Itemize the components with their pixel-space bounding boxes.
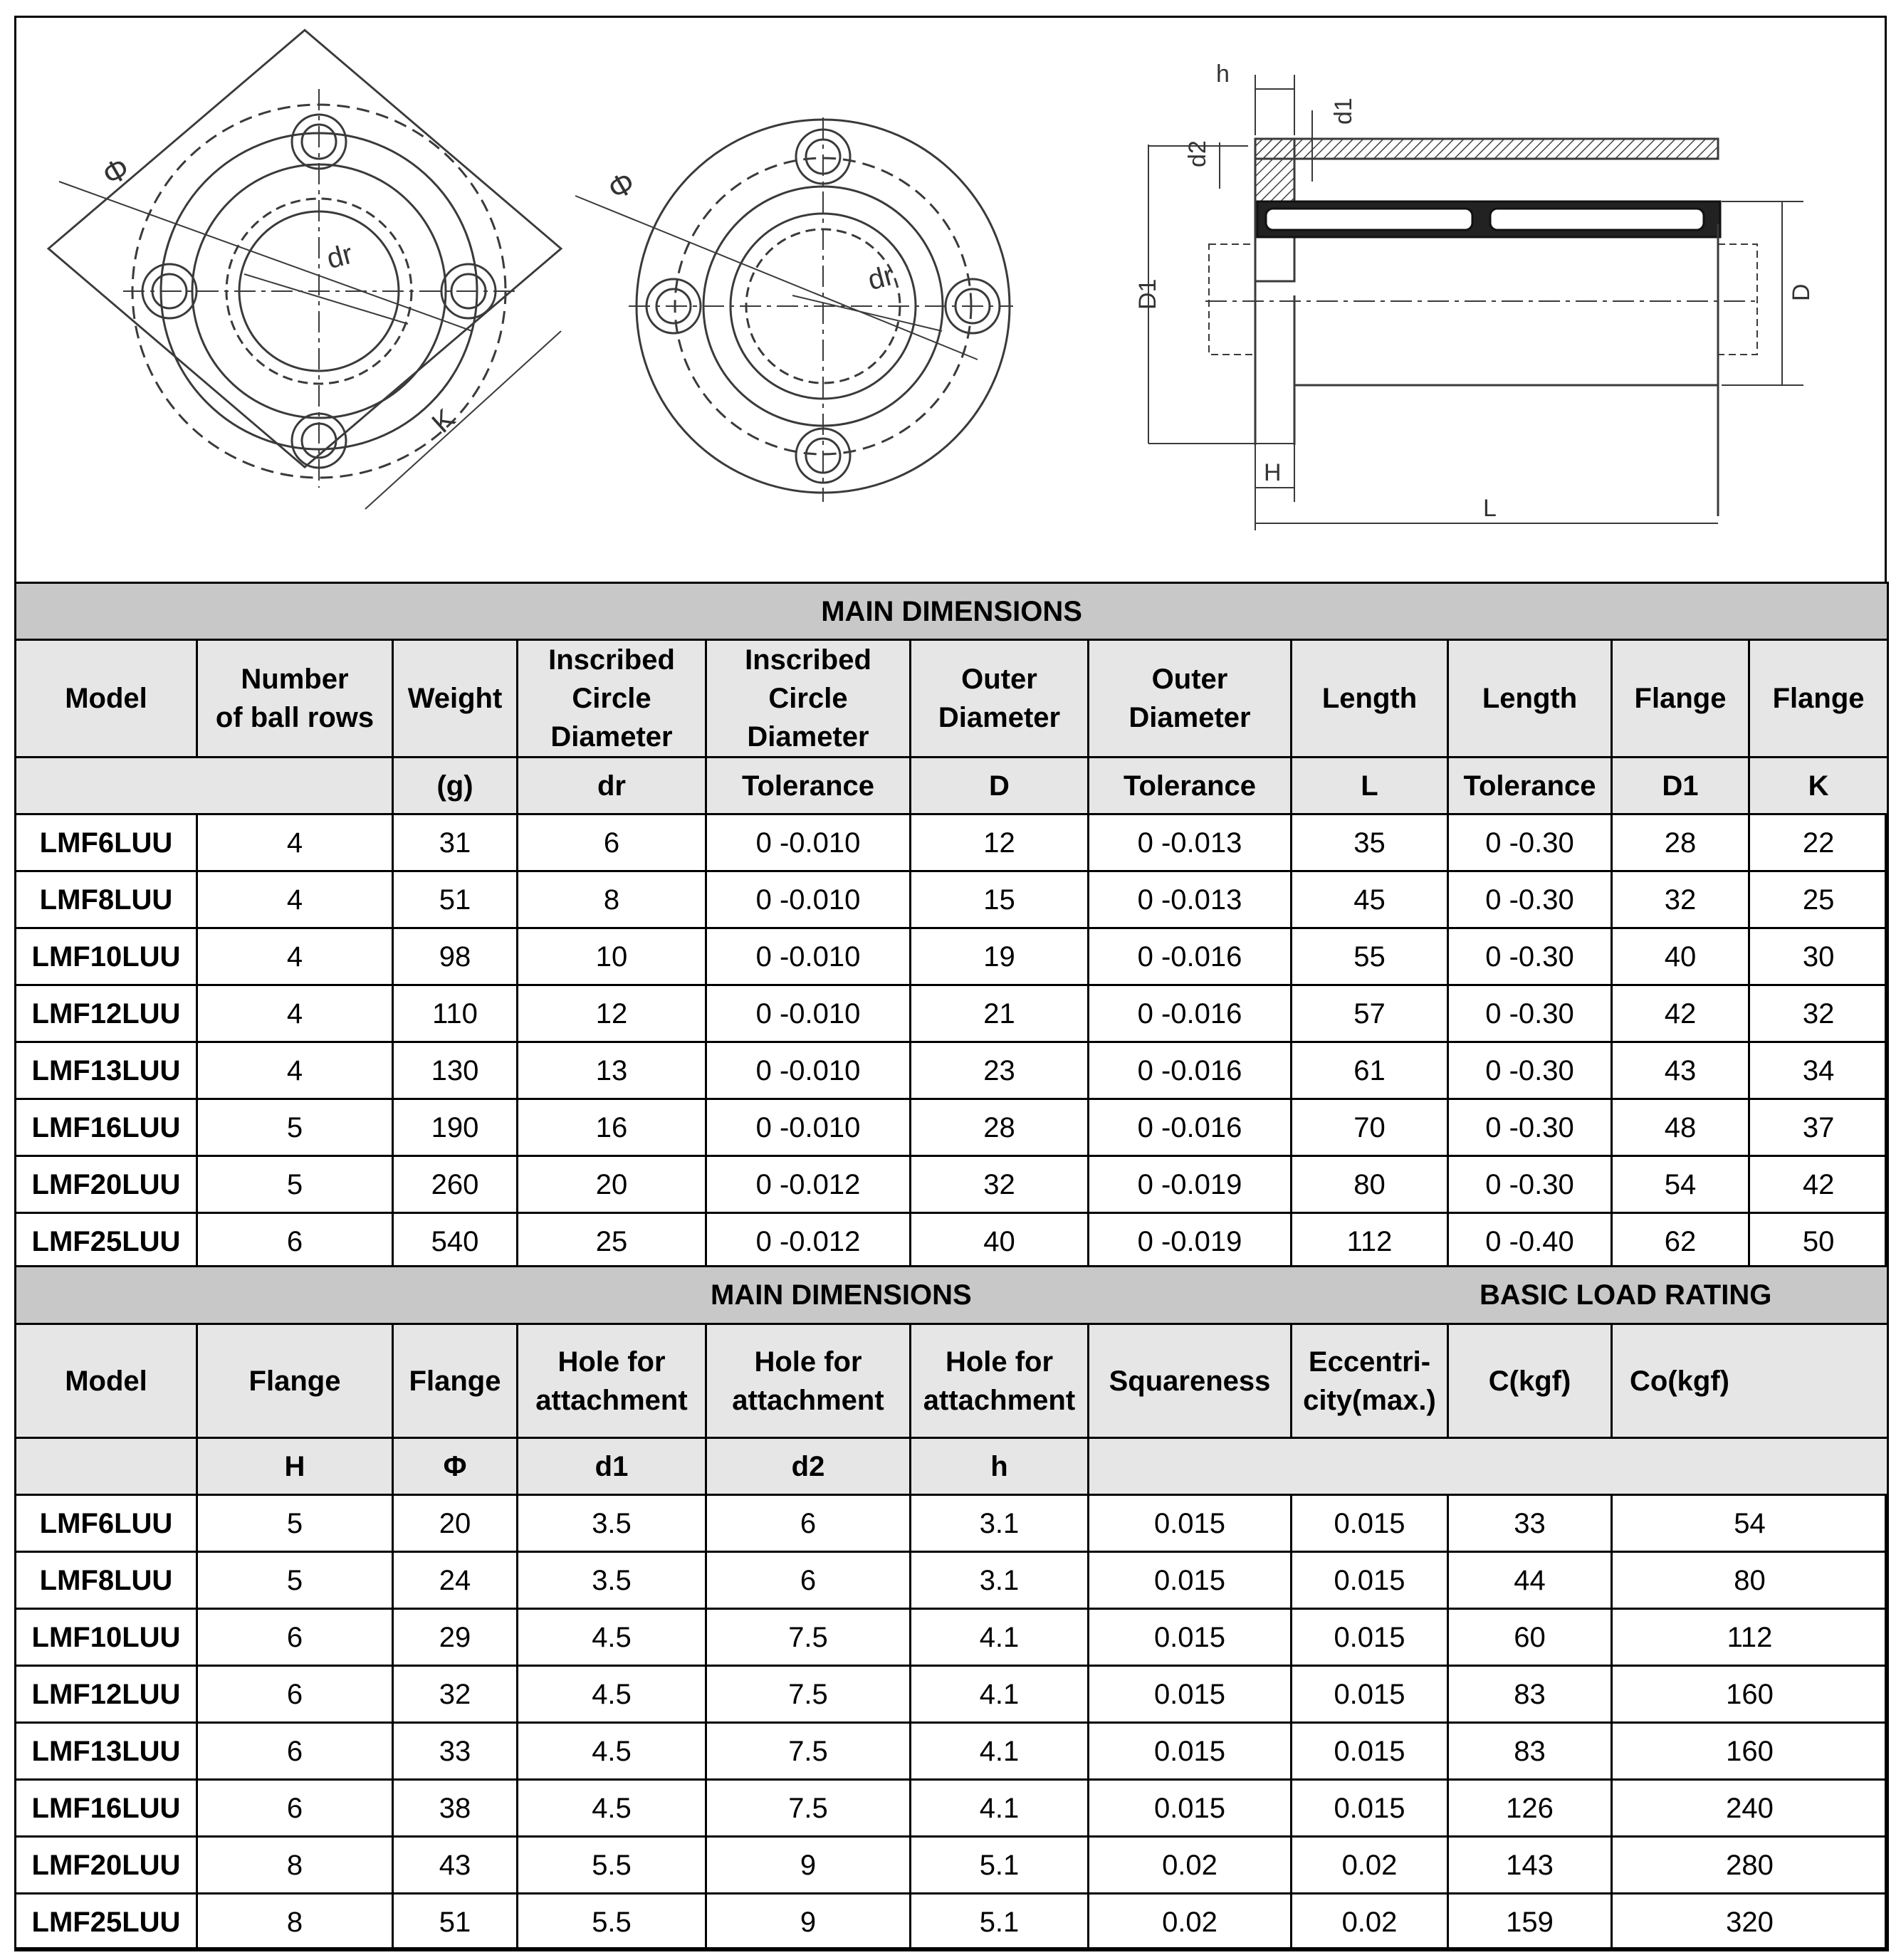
side-section-view xyxy=(1134,18,1885,580)
table-cell: 160 xyxy=(1612,1666,1888,1723)
table-cell: 23 xyxy=(911,1042,1089,1099)
table-cell: 25 xyxy=(1749,871,1888,928)
table2-title-load-rating: BASIC LOAD RATING xyxy=(1480,1279,1772,1311)
table2-header-row xyxy=(16,1324,1888,1438)
table-row xyxy=(16,1837,1888,1894)
table-cell: 0.015 xyxy=(1292,1723,1448,1780)
table-cell: 51 xyxy=(393,1894,518,1951)
table-cell: 7.5 xyxy=(706,1723,911,1780)
table1-subheader-cell: K xyxy=(1749,758,1888,814)
table-cell: 190 xyxy=(393,1099,518,1156)
table-row xyxy=(16,1099,1888,1156)
table-cell: 32 xyxy=(1612,871,1749,928)
table-cell: 0 -0.010 xyxy=(706,814,911,871)
side-H-label: H xyxy=(1264,459,1282,486)
table-cell: 98 xyxy=(393,928,518,985)
table-cell: 6 xyxy=(197,1609,393,1666)
table-cell: 32 xyxy=(393,1666,518,1723)
table-cell: 12 xyxy=(518,985,706,1042)
table-cell: 15 xyxy=(911,871,1089,928)
table-cell: 0 -0.30 xyxy=(1448,814,1612,871)
table1-header-cell: Length xyxy=(1292,640,1448,758)
table-cell: 44 xyxy=(1448,1552,1612,1609)
table-cell: 62 xyxy=(1612,1213,1749,1270)
table-cell: 110 xyxy=(393,985,518,1042)
table-cell: 0 -0.30 xyxy=(1448,928,1612,985)
table-cell: 0.015 xyxy=(1089,1780,1292,1837)
table-cell: 112 xyxy=(1612,1609,1888,1666)
table-cell: 24 xyxy=(393,1552,518,1609)
table-cell: 0 -0.019 xyxy=(1089,1156,1292,1213)
table2-header-cell: Hole for attachment xyxy=(911,1324,1089,1438)
table-cell: 5 xyxy=(197,1552,393,1609)
table-row xyxy=(16,1042,1888,1099)
table1-header-cell: Number of ball rows xyxy=(197,640,393,758)
table2-subheader-cell: d2 xyxy=(706,1438,911,1495)
table1-subheader-row xyxy=(16,758,1888,814)
table-cell: 0.015 xyxy=(1292,1780,1448,1837)
table1-header-cell: Inscribed Circle Diameter xyxy=(706,640,911,758)
table-cell: 4.1 xyxy=(911,1723,1089,1780)
table-cell: 6 xyxy=(518,814,706,871)
table1-body xyxy=(16,814,1888,1270)
square-flange-view xyxy=(31,18,572,566)
table-cell: 28 xyxy=(911,1099,1089,1156)
model-cell: LMF10LUU xyxy=(16,928,197,985)
table-cell: 0 -0.010 xyxy=(706,985,911,1042)
table-cell: 38 xyxy=(393,1780,518,1837)
table-cell: 33 xyxy=(1448,1495,1612,1552)
technical-drawings xyxy=(16,18,1885,582)
table-cell: 0.015 xyxy=(1292,1552,1448,1609)
table2-subheader-cell: d1 xyxy=(518,1438,706,1495)
table-cell: 0.015 xyxy=(1089,1495,1292,1552)
model-cell: LMF6LUU xyxy=(16,1495,197,1552)
table-cell: 0 -0.016 xyxy=(1089,1042,1292,1099)
table-cell: 0 -0.010 xyxy=(706,1042,911,1099)
table-cell: 20 xyxy=(518,1156,706,1213)
table-cell: 240 xyxy=(1612,1780,1888,1837)
table-cell: 8 xyxy=(518,871,706,928)
table-cell: 0 -0.30 xyxy=(1448,1099,1612,1156)
side-h-label: h xyxy=(1216,61,1230,88)
table-cell: 40 xyxy=(911,1213,1089,1270)
table-cell: 4.1 xyxy=(911,1666,1089,1723)
table1-header-cell: Flange xyxy=(1749,640,1888,758)
table-cell: 22 xyxy=(1749,814,1888,871)
table-cell: 0.015 xyxy=(1089,1666,1292,1723)
table-cell: 0 -0.40 xyxy=(1448,1213,1612,1270)
table-cell: 40 xyxy=(1612,928,1749,985)
table-cell: 0 -0.30 xyxy=(1448,1156,1612,1213)
table-cell: 80 xyxy=(1292,1156,1448,1213)
table-cell: 31 xyxy=(393,814,518,871)
table-cell: 51 xyxy=(393,871,518,928)
table2-header-cell: Eccentri- city(max.) xyxy=(1292,1324,1448,1438)
table-cell: 61 xyxy=(1292,1042,1448,1099)
table-cell: 5.5 xyxy=(518,1837,706,1894)
table-cell: 12 xyxy=(911,814,1089,871)
table-cell: 112 xyxy=(1292,1213,1448,1270)
table2-header-cell: Hole for attachment xyxy=(706,1324,911,1438)
table-cell: 9 xyxy=(706,1894,911,1951)
table-cell: 0.015 xyxy=(1089,1609,1292,1666)
table-cell: 4.5 xyxy=(518,1666,706,1723)
table-cell: 4 xyxy=(197,814,393,871)
table-cell: 28 xyxy=(1612,814,1749,871)
table2-header-cell: C(kgf) xyxy=(1448,1324,1612,1438)
table1-subheader-cell: D xyxy=(911,758,1089,814)
table-cell: 3.1 xyxy=(911,1495,1089,1552)
table-cell: 6 xyxy=(197,1780,393,1837)
table-row xyxy=(16,1156,1888,1213)
table-cell: 37 xyxy=(1749,1099,1888,1156)
square-dr-label: dr xyxy=(323,238,357,276)
table-cell: 42 xyxy=(1749,1156,1888,1213)
table-cell: 16 xyxy=(518,1099,706,1156)
model-cell: LMF6LUU xyxy=(16,814,197,871)
table-cell: 6 xyxy=(706,1495,911,1552)
table-cell: 0 -0.016 xyxy=(1089,985,1292,1042)
table2-subheader-blank-right xyxy=(1089,1438,1888,1495)
model-cell: LMF8LUU xyxy=(16,871,197,928)
table2-header-cell: Squareness xyxy=(1089,1324,1292,1438)
table-cell: 0 -0.010 xyxy=(706,871,911,928)
model-cell: LMF12LUU xyxy=(16,1666,197,1723)
table-cell: 35 xyxy=(1292,814,1448,871)
table-cell: 50 xyxy=(1749,1213,1888,1270)
table-row xyxy=(16,1666,1888,1723)
table2-body xyxy=(16,1495,1888,1951)
table-cell: 83 xyxy=(1448,1666,1612,1723)
table-row xyxy=(16,1894,1888,1951)
table-cell: 60 xyxy=(1448,1609,1612,1666)
table-cell: 159 xyxy=(1448,1894,1612,1951)
table-cell: 43 xyxy=(393,1837,518,1894)
table-cell: 0.015 xyxy=(1089,1723,1292,1780)
table-cell: 45 xyxy=(1292,871,1448,928)
table-cell: 54 xyxy=(1612,1495,1888,1552)
table-cell: 48 xyxy=(1612,1099,1749,1156)
table-cell: 0 -0.012 xyxy=(706,1213,911,1270)
side-D-label: D xyxy=(1788,283,1815,301)
table-cell: 54 xyxy=(1612,1156,1749,1213)
table-cell: 7.5 xyxy=(706,1666,911,1723)
table-cell: 32 xyxy=(1749,985,1888,1042)
table-cell: 4.5 xyxy=(518,1723,706,1780)
table-cell: 0.015 xyxy=(1089,1552,1292,1609)
table-cell: 4.5 xyxy=(518,1609,706,1666)
table-cell: 0 -0.016 xyxy=(1089,928,1292,985)
table1-subheader-cell: L xyxy=(1292,758,1448,814)
table2-subheader-cell: h xyxy=(911,1438,1089,1495)
table-cell: 5.5 xyxy=(518,1894,706,1951)
table-cell: 0.015 xyxy=(1292,1666,1448,1723)
table-cell: 4.1 xyxy=(911,1780,1089,1837)
model-cell: LMF13LUU xyxy=(16,1042,197,1099)
table2-subheader-row xyxy=(16,1438,1888,1495)
table-cell: 0.015 xyxy=(1292,1609,1448,1666)
model-cell: LMF8LUU xyxy=(16,1552,197,1609)
table-cell: 43 xyxy=(1612,1042,1749,1099)
table-cell: 3.5 xyxy=(518,1495,706,1552)
table1-subheader-cell: dr xyxy=(518,758,706,814)
table1-subheader-cell: Tolerance xyxy=(706,758,911,814)
table-row xyxy=(16,871,1888,928)
table-row xyxy=(16,985,1888,1042)
model-cell: LMF25LUU xyxy=(16,1213,197,1270)
table2-title xyxy=(16,1267,1888,1324)
table-cell: 13 xyxy=(518,1042,706,1099)
table-cell: 0 -0.013 xyxy=(1089,871,1292,928)
table-cell: 6 xyxy=(197,1723,393,1780)
table-cell: 34 xyxy=(1749,1042,1888,1099)
table-cell: 55 xyxy=(1292,928,1448,985)
table-cell: 0 -0.012 xyxy=(706,1156,911,1213)
table1-header-cell: Model xyxy=(16,640,197,758)
square-phi-label: Φ xyxy=(96,150,136,194)
table-row xyxy=(16,1609,1888,1666)
model-cell: LMF25LUU xyxy=(16,1894,197,1951)
side-L-label: L xyxy=(1483,495,1497,522)
table-cell: 5 xyxy=(197,1495,393,1552)
table-cell: 4 xyxy=(197,928,393,985)
table-cell: 0.02 xyxy=(1089,1837,1292,1894)
table-cell: 4 xyxy=(197,871,393,928)
table-cell: 20 xyxy=(393,1495,518,1552)
table2-title-main: MAIN DIMENSIONS xyxy=(711,1279,972,1311)
load-rating-table xyxy=(14,1265,1889,1951)
side-d1-label: d1 xyxy=(1330,98,1357,125)
table-cell: 0 -0.30 xyxy=(1448,871,1612,928)
model-cell: LMF16LUU xyxy=(16,1099,197,1156)
table-cell: 0 -0.010 xyxy=(706,1099,911,1156)
model-cell: LMF12LUU xyxy=(16,985,197,1042)
table-cell: 4 xyxy=(197,1042,393,1099)
model-cell: LMF16LUU xyxy=(16,1780,197,1837)
table1-title: MAIN DIMENSIONS xyxy=(16,583,1888,640)
table-cell: 0.02 xyxy=(1292,1894,1448,1951)
table-row xyxy=(16,814,1888,871)
table2-header-cell: Co(kgf) xyxy=(1612,1324,1888,1438)
table2-header-cell: Hole for attachment xyxy=(518,1324,706,1438)
table1-header-cell: Inscribed Circle Diameter xyxy=(518,640,706,758)
table1-subheader-cell: Tolerance xyxy=(1089,758,1292,814)
table-cell: 143 xyxy=(1448,1837,1612,1894)
table-cell: 32 xyxy=(911,1156,1089,1213)
table-cell: 6 xyxy=(706,1552,911,1609)
table-cell: 4.1 xyxy=(911,1609,1089,1666)
table2-subheader-cell: Φ xyxy=(393,1438,518,1495)
table-cell: 3.5 xyxy=(518,1552,706,1609)
round-phi-label: Φ xyxy=(602,164,641,208)
table-cell: 33 xyxy=(393,1723,518,1780)
table-cell: 5 xyxy=(197,1156,393,1213)
table-row xyxy=(16,1723,1888,1780)
table-row xyxy=(16,1495,1888,1552)
table-cell: 21 xyxy=(911,985,1089,1042)
table2-header-cell: Flange xyxy=(393,1324,518,1438)
model-cell: LMF20LUU xyxy=(16,1156,197,1213)
model-cell: LMF10LUU xyxy=(16,1609,197,1666)
table-cell: 0 -0.016 xyxy=(1089,1099,1292,1156)
table-cell: 7.5 xyxy=(706,1780,911,1837)
table-cell: 7.5 xyxy=(706,1609,911,1666)
table-cell: 9 xyxy=(706,1837,911,1894)
table-cell: 0.02 xyxy=(1089,1894,1292,1951)
table1-subheader-cell: (g) xyxy=(393,758,518,814)
table-cell: 280 xyxy=(1612,1837,1888,1894)
table1-subheader-cell: D1 xyxy=(1612,758,1749,814)
table-cell: 57 xyxy=(1292,985,1448,1042)
table-cell: 30 xyxy=(1749,928,1888,985)
table1-header-cell: Outer Diameter xyxy=(911,640,1089,758)
table-cell: 5.1 xyxy=(911,1837,1089,1894)
table-cell: 3.1 xyxy=(911,1552,1089,1609)
table-cell: 25 xyxy=(518,1213,706,1270)
table1-header-cell: Weight xyxy=(393,640,518,758)
table-cell: 6 xyxy=(197,1666,393,1723)
table2-header-cell: Flange xyxy=(197,1324,393,1438)
table1-header-cell: Outer Diameter xyxy=(1089,640,1292,758)
table-cell: 10 xyxy=(518,928,706,985)
table-cell: 320 xyxy=(1612,1894,1888,1951)
table-cell: 4 xyxy=(197,985,393,1042)
table1-subheader-blank xyxy=(16,758,393,814)
main-dimensions-table xyxy=(14,582,1889,1271)
table-cell: 0 -0.013 xyxy=(1089,814,1292,871)
table-cell: 126 xyxy=(1448,1780,1612,1837)
table-cell: 8 xyxy=(197,1894,393,1951)
table-cell: 42 xyxy=(1612,985,1749,1042)
table-cell: 0 -0.010 xyxy=(706,928,911,985)
table-cell: 0.02 xyxy=(1292,1837,1448,1894)
table-cell: 130 xyxy=(393,1042,518,1099)
round-dr-label: dr xyxy=(864,259,898,297)
table-cell: 6 xyxy=(197,1213,393,1270)
model-cell: LMF13LUU xyxy=(16,1723,197,1780)
table-row xyxy=(16,1552,1888,1609)
table-cell: 0.015 xyxy=(1292,1495,1448,1552)
table-cell: 260 xyxy=(393,1156,518,1213)
table-cell: 0 -0.30 xyxy=(1448,985,1612,1042)
table-row xyxy=(16,1780,1888,1837)
table-cell: 4.5 xyxy=(518,1780,706,1837)
table1-subheader-cell: Tolerance xyxy=(1448,758,1612,814)
table-cell: 70 xyxy=(1292,1099,1448,1156)
table-cell: 5 xyxy=(197,1099,393,1156)
table-cell: 0 -0.019 xyxy=(1089,1213,1292,1270)
table-row xyxy=(16,1213,1888,1270)
table1-header-cell: Length xyxy=(1448,640,1612,758)
side-d2-label: d2 xyxy=(1184,140,1211,167)
table-cell: 29 xyxy=(393,1609,518,1666)
table-cell: 83 xyxy=(1448,1723,1612,1780)
model-cell: LMF20LUU xyxy=(16,1837,197,1894)
table-cell: 5.1 xyxy=(911,1894,1089,1951)
table-cell: 540 xyxy=(393,1213,518,1270)
table1-header-row xyxy=(16,640,1888,758)
table2-subheader-blank xyxy=(16,1438,197,1495)
table2-header-cell: Model xyxy=(16,1324,197,1438)
table-cell: 8 xyxy=(197,1837,393,1894)
side-D1-label: D1 xyxy=(1134,278,1161,310)
table-cell: 0 -0.30 xyxy=(1448,1042,1612,1099)
table-cell: 160 xyxy=(1612,1723,1888,1780)
table-cell: 80 xyxy=(1612,1552,1888,1609)
round-flange-view xyxy=(557,18,1113,566)
table-row xyxy=(16,928,1888,985)
square-k-label: K xyxy=(426,403,461,439)
table2-subheader-cell: H xyxy=(197,1438,393,1495)
table-cell: 19 xyxy=(911,928,1089,985)
table1-header-cell: Flange xyxy=(1612,640,1749,758)
